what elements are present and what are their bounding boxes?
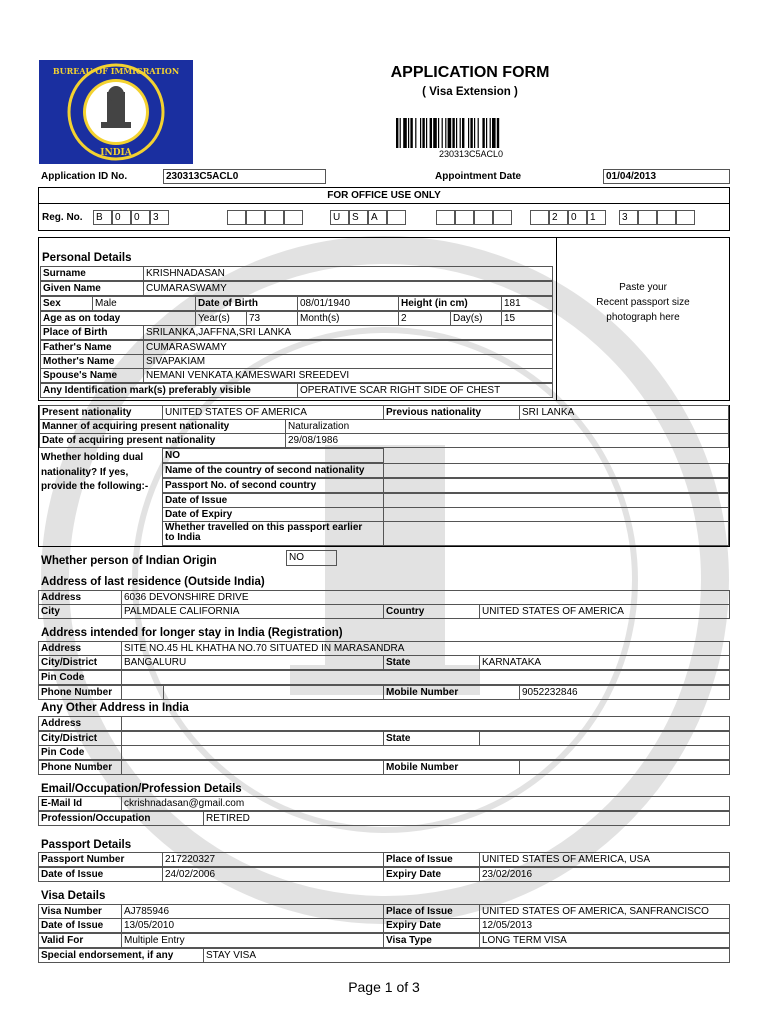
idmark-label: Any Identification mark(s) preferably visible xyxy=(40,383,298,398)
reg-cell: 0 xyxy=(131,210,150,225)
lr-city-value: PALMDALE CALIFORNIA xyxy=(121,604,384,619)
photo-note: Paste your Recent passport size photograph here xyxy=(596,282,690,323)
lr-address-label: Address xyxy=(38,590,122,605)
second-passport-label: Passport No. of second country xyxy=(162,478,384,493)
manner-value: Naturalization xyxy=(285,419,729,434)
ia-city-label: City/District xyxy=(38,655,122,670)
passport-place-value: UNITED STATES OF AMERICA, USA xyxy=(479,852,730,867)
other-address-heading: Any Other Address in India xyxy=(41,702,189,714)
previous-nat-value: SRI LANKA xyxy=(519,405,729,420)
barcode xyxy=(396,118,546,148)
reg-cell xyxy=(265,210,284,225)
reg-cell: U xyxy=(330,210,349,225)
visa-expiry-label: Expiry Date xyxy=(383,918,480,933)
barcode-text: 230313C5ACL0 xyxy=(438,149,504,159)
dual-value: NO xyxy=(162,448,384,463)
lr-country-label: Country xyxy=(383,604,480,619)
ia-pin-label: Pin Code xyxy=(38,670,122,685)
reg-cell: A xyxy=(368,210,387,225)
reg-cell xyxy=(436,210,455,225)
dual-label: Whether holding dual nationality? If yes, provide the following:- xyxy=(41,452,149,492)
sex-value: Male xyxy=(92,296,196,311)
personal-heading: Personal Details xyxy=(42,252,132,264)
oa-pin-label: Pin Code xyxy=(38,745,122,760)
present-nat-value: UNITED STATES OF AMERICA xyxy=(162,405,384,420)
given-label: Given Name xyxy=(40,281,144,296)
acq-date-value: 29/08/1986 xyxy=(285,433,729,448)
reg-cell: 0 xyxy=(112,210,131,225)
acq-date-label: Date of acquiring present nationality xyxy=(39,433,286,448)
visa-place-value: UNITED STATES OF AMERICA, SANFRANCISCO xyxy=(479,904,730,919)
reg-cell xyxy=(227,210,246,225)
reg-cell xyxy=(387,210,406,225)
oa-mobile-label: Mobile Number xyxy=(383,760,520,775)
nat-issue-label: Date of Issue xyxy=(162,493,384,508)
nat-expiry-value xyxy=(383,507,729,522)
visa-issue-value: 13/05/2010 xyxy=(121,918,384,933)
second-passport-value xyxy=(383,478,729,493)
reg-cell xyxy=(657,210,676,225)
reg-label: Reg. No. xyxy=(42,212,83,223)
form-subtitle: ( Visa Extension ) xyxy=(422,86,518,98)
passport-number-label: Passport Number xyxy=(38,852,163,867)
visa-number-label: Visa Number xyxy=(38,904,122,919)
second-country-value xyxy=(383,463,729,478)
surname-label: Surname xyxy=(40,266,144,281)
father-value: CUMARASWAMY xyxy=(143,340,553,355)
sex-label: Sex xyxy=(40,296,93,311)
visa-heading: Visa Details xyxy=(41,890,106,902)
oa-state-value xyxy=(479,731,730,746)
oa-address-label: Address xyxy=(38,716,122,731)
visa-valid-value: Multiple Entry xyxy=(121,933,384,948)
email-label: E-Mail Id xyxy=(38,796,122,811)
height-label: Height (in cm) xyxy=(398,296,502,311)
reg-cell xyxy=(474,210,493,225)
height-value: 181 xyxy=(501,296,553,311)
oa-mobile-value xyxy=(519,760,730,775)
dob-label: Date of Birth xyxy=(195,296,298,311)
appt-value: 01/04/2013 xyxy=(603,169,730,184)
app-id-value: 230313C5ACL0 xyxy=(163,169,326,184)
father-label: Father's Name xyxy=(40,340,144,355)
profession-value: RETIRED xyxy=(203,811,730,826)
travelled-value xyxy=(383,521,729,546)
ia-state-label: State xyxy=(383,655,480,670)
ia-phone-label: Phone Number xyxy=(38,685,122,700)
nat-issue-value xyxy=(383,493,729,508)
second-country-label: Name of the country of second nationality xyxy=(162,463,384,478)
previous-nat-label: Previous nationality xyxy=(383,405,520,420)
visa-special-label: Special endorsement, if any xyxy=(38,948,204,963)
dob-value: 08/01/1940 xyxy=(297,296,399,311)
reg-cell: 3 xyxy=(150,210,169,225)
form-title: APPLICATION FORM xyxy=(390,64,550,81)
mother-value: SIVAPAKIAM xyxy=(143,354,553,369)
passport-expiry-label: Expiry Date xyxy=(383,867,480,882)
page-number: Page 1 of 3 xyxy=(348,979,420,995)
reg-cell: 1 xyxy=(587,210,606,225)
lr-country-value: UNITED STATES OF AMERICA xyxy=(479,604,730,619)
visa-special-value: STAY VISA xyxy=(203,948,730,963)
visa-place-label: Place of Issue xyxy=(383,904,480,919)
lr-city-label: City xyxy=(38,604,122,619)
oa-city-value xyxy=(121,731,384,746)
ia-address-value: SITE NO.45 HL KHATHA NO.70 SITUATED IN MARASANDRA xyxy=(121,641,730,656)
profession-label: Profession/Occupation xyxy=(38,811,204,826)
spouse-value: NEMANI VENKATA KAMESWARI SREEDEVI xyxy=(143,368,553,383)
months-label: Month(s) xyxy=(297,311,399,326)
passport-heading: Passport Details xyxy=(41,839,132,851)
years-label: Year(s) xyxy=(195,311,247,326)
lr-address-value: 6036 DEVONSHIRE DRIVE xyxy=(121,590,730,605)
reg-cell: 3 xyxy=(619,210,638,225)
passport-expiry-value: 23/02/2016 xyxy=(479,867,730,882)
reg-cell: 0 xyxy=(568,210,587,225)
email-value: ckrishnadasan@gmail.com xyxy=(121,796,730,811)
visa-expiry-value: 12/05/2013 xyxy=(479,918,730,933)
visa-type-value: LONG TERM VISA xyxy=(479,933,730,948)
oa-phone-value xyxy=(121,760,384,775)
oa-city-label: City/District xyxy=(38,731,122,746)
visa-number-value: AJ785946 xyxy=(121,904,384,919)
ia-city-value: BANGALURU xyxy=(121,655,384,670)
age-label: Age as on today xyxy=(40,311,196,326)
visa-issue-label: Date of Issue xyxy=(38,918,122,933)
oa-address-value xyxy=(121,716,730,731)
ia-mobile-value: 9052232846 xyxy=(519,685,730,700)
manner-label: Manner of acquiring present nationality xyxy=(39,419,286,434)
ia-mobile-label: Mobile Number xyxy=(383,685,520,700)
india-address-heading: Address intended for longer stay in India (Registration) xyxy=(41,627,343,639)
nat-expiry-label: Date of Expiry xyxy=(162,507,384,522)
reg-cell: B xyxy=(93,210,112,225)
ia-address-label: Address xyxy=(38,641,122,656)
mother-label: Mother's Name xyxy=(40,354,144,369)
ia-state-value: KARNATAKA xyxy=(479,655,730,670)
app-id-label: Application ID No. xyxy=(41,171,128,182)
surname-value: KRISHNADASAN xyxy=(143,266,553,281)
email-heading: Email/Occupation/Profession Details xyxy=(41,783,242,795)
reg-cell xyxy=(638,210,657,225)
ia-phone-value-2 xyxy=(163,685,384,700)
reg-cell: 2 xyxy=(549,210,568,225)
months-value: 2 xyxy=(398,311,451,326)
passport-issue-label: Date of Issue xyxy=(38,867,163,882)
bureau-logo xyxy=(39,60,193,164)
travelled-label: Whether travelled on this passport earlier to India xyxy=(162,521,384,546)
pob-label: Place of Birth xyxy=(40,325,144,340)
oa-pin-value xyxy=(121,745,730,760)
reg-cell xyxy=(246,210,265,225)
passport-place-label: Place of Issue xyxy=(383,852,480,867)
reg-cell: S xyxy=(349,210,368,225)
reg-cell xyxy=(493,210,512,225)
days-value: 15 xyxy=(501,311,553,326)
passport-issue-value: 24/02/2006 xyxy=(162,867,384,882)
visa-valid-label: Valid For xyxy=(38,933,122,948)
present-nat-label: Present nationality xyxy=(39,405,163,420)
reg-cell xyxy=(284,210,303,225)
days-label: Day(s) xyxy=(450,311,502,326)
spouse-label: Spouse's Name xyxy=(40,368,144,383)
passport-number-value: 217220327 xyxy=(162,852,384,867)
office-use-label: FOR OFFICE USE ONLY xyxy=(327,190,441,201)
reg-cell xyxy=(530,210,549,225)
logo-text-bottom: INDIA xyxy=(100,148,132,158)
pob-value: SRILANKA,JAFFNA,SRI LANKA xyxy=(143,325,553,340)
logo-text-top: BUREAU OF IMMIGRATION xyxy=(52,66,180,76)
last-residence-heading: Address of last residence (Outside India) xyxy=(41,576,265,588)
ia-phone-value xyxy=(121,685,164,700)
reg-cell xyxy=(455,210,474,225)
oa-state-label: State xyxy=(383,731,480,746)
idmark-value: OPERATIVE SCAR RIGHT SIDE OF CHEST xyxy=(297,383,553,398)
years-value: 73 xyxy=(246,311,298,326)
reg-cell xyxy=(676,210,695,225)
given-value: CUMARASWAMY xyxy=(143,281,553,296)
oa-phone-label: Phone Number xyxy=(38,760,122,775)
ia-pin-value xyxy=(121,670,730,685)
origin-value: NO xyxy=(286,550,337,566)
origin-label: Whether person of Indian Origin xyxy=(41,555,217,567)
appt-label: Appointment Date xyxy=(435,171,522,182)
visa-type-label: Visa Type xyxy=(383,933,480,948)
